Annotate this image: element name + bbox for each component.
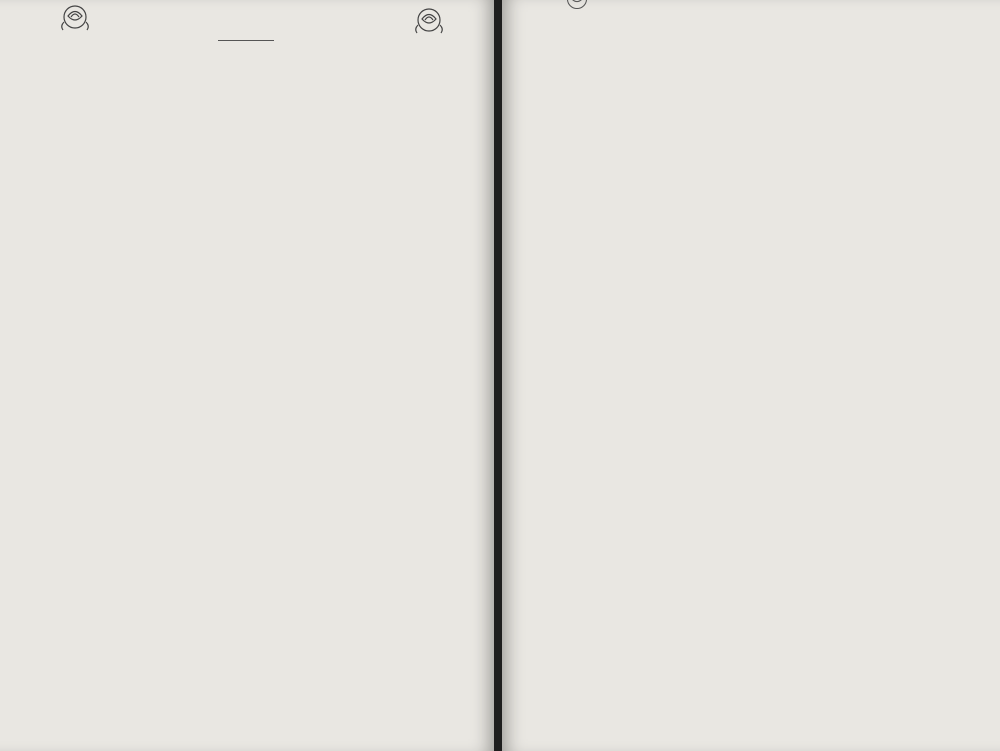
left-page: [0, 0, 494, 751]
rose-ornament-icon: [412, 5, 446, 35]
rose-ornament-icon: [562, 0, 592, 12]
right-page: [502, 0, 1000, 751]
header-divider: [218, 40, 274, 41]
book-gutter: [494, 0, 502, 751]
rose-ornament-icon: [58, 2, 92, 32]
